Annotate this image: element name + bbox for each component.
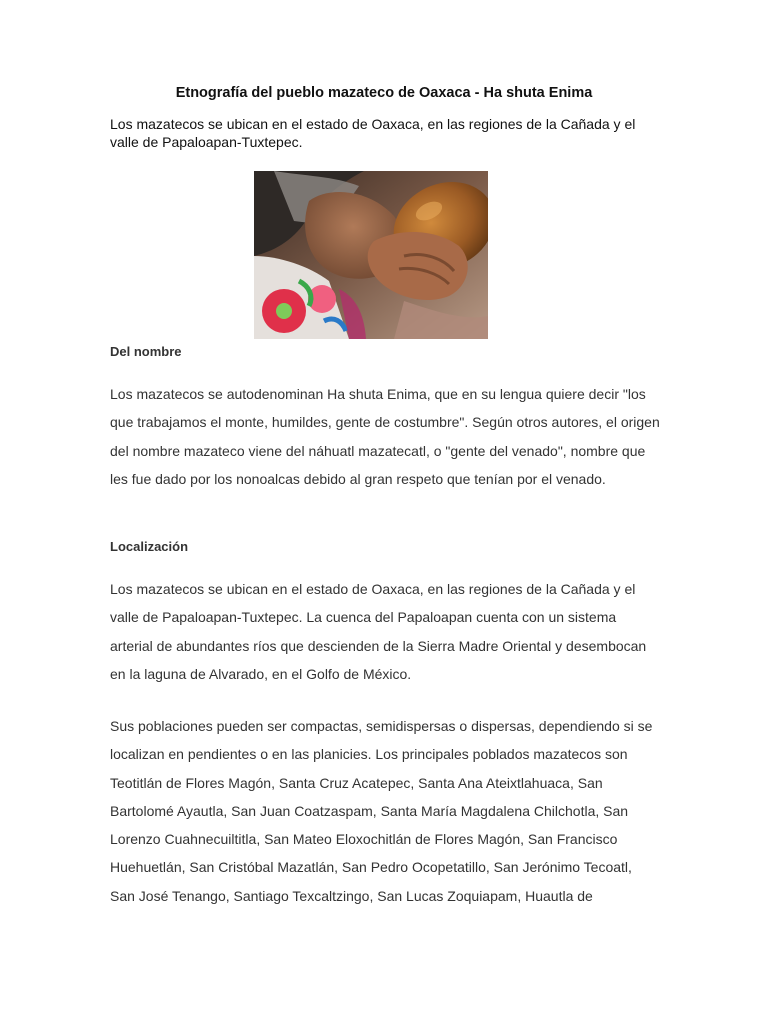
- intro-paragraph: Los mazatecos se ubican en el estado de Oaxaca, en las regiones de la Cañada y el valle de Papaloapan-Tuxtepec.: [110, 116, 636, 150]
- photo-illustration: [254, 171, 488, 339]
- section-paragraph: Los mazatecos se ubican en el estado de Oaxaca, en las regiones de la Cañada y el valle de Papaloapan-Tuxtepec. La cuenca del Papaloapan cuenta con un sistema arterial de abundantes ríos que descienden de la Sierra Madre Oriental y desembocan en la laguna de Alvarado, en el Golfo de México.: [110, 581, 647, 682]
- photo-woman-drinking-from-gourd: [254, 171, 488, 339]
- section-paragraph: Sus poblaciones pueden ser compactas, semidispersas o dispersas, dependiendo si se localizan en pendientes o en las planicies. Los principales poblados mazatecos son Teotitlán de Flores Magón, Santa Cruz Acatepec, Santa Ana Ateixtlahuaca, San Bartolomé Ayautla, San Juan Coatzaspam, Santa María Magdalena Chilchotla, San Lorenzo Cuahnecuiltitla, San Mateo Eloxochitlán de Flores Magón, San Francisco Huehuetlán, San Cristóbal Mazatlán, San Pedro Ocopetatillo, San Jerónimo Tecoatl, San José Tenango, Santiago Texcaltzingo, San Lucas Zoquiapam, Huautla de: [110, 718, 653, 904]
- section-heading-localizacion: Localización: [110, 539, 189, 554]
- section-heading-del-nombre: Del nombre: [110, 344, 182, 359]
- section-paragraph: Los mazatecos se autodenominan Ha shuta Enima, que en su lengua quiere decir "los que trabajamos el monte, humildes, gente de costumbre". Según otros autores, el origen del nombre mazateco viene del náhuatl mazatecatl, o "gente del venado", nombre que les fue dado por los nonoalcas debido al gran respeto que tenían por el venado.: [110, 386, 660, 487]
- document-title: Etnografía del pueblo mazateco de Oaxaca - Ha shuta Enima: [175, 85, 593, 101]
